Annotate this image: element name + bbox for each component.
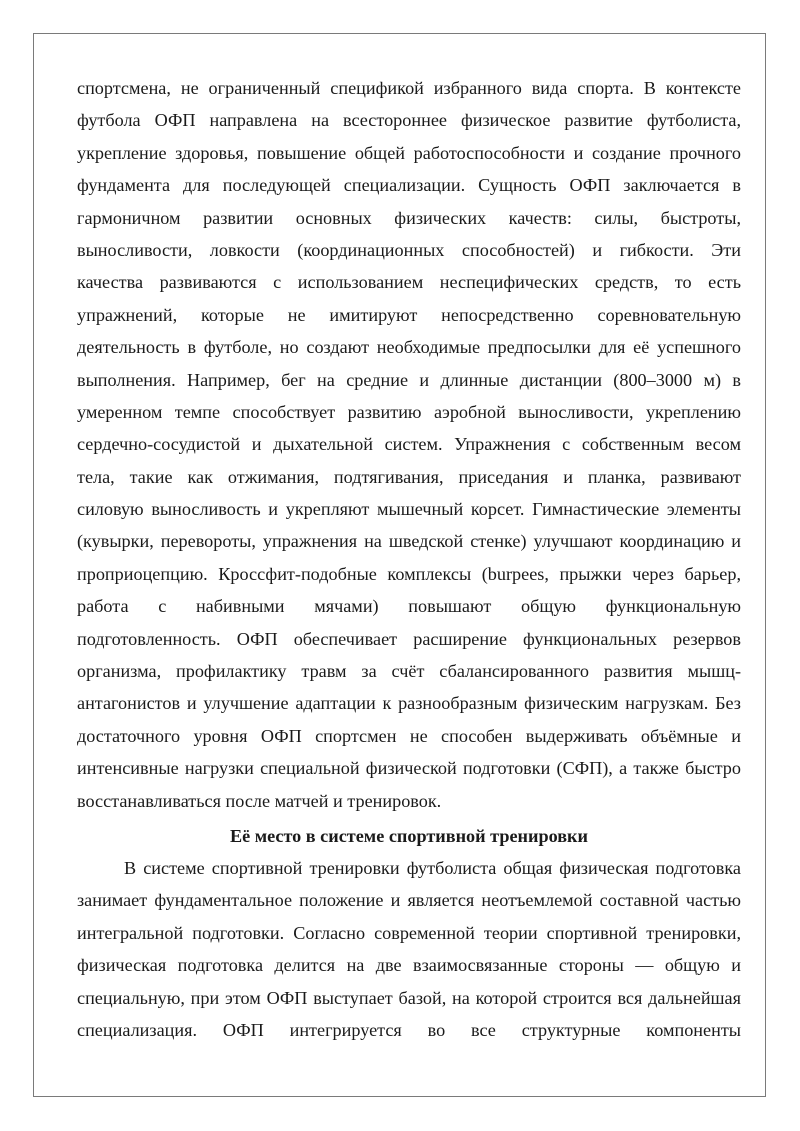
text-line: фундамента для последующей специализации. Сущность ОФП заключается в: [77, 175, 741, 196]
text-line: интенсивные нагрузки специальной физической подготовки (СФП), а также быстро: [77, 758, 741, 779]
text-line: занимает фундаментальное положение и является неотъемлемой составной частью: [77, 890, 741, 911]
text-line: достаточного уровня ОФП спортсмен не способен выдерживать объёмные и: [77, 725, 741, 746]
section-heading: Её место в системе спортивной тренировки: [229, 826, 589, 846]
text-line: умеренном темпе способствует развитию аэробной выносливости, укреплению: [77, 401, 741, 422]
text-line: гармоничном развитии основных физических качеств: силы, быстроты,: [77, 207, 741, 228]
text-line: качества развиваются с использованием неспецифических средств, то есть: [77, 272, 741, 293]
text-line: (кувырки, перевороты, упражнения на шведской стенке) улучшают координацию и: [77, 531, 741, 552]
text-line: выполнения. Например, бег на средние и длинные дистанции (800–3000 м) в: [77, 369, 741, 390]
text-line: физическая подготовка делится на две взаимосвязанные стороны — общую и: [77, 955, 741, 976]
text-line: восстанавливаться после матчей и тренировок.: [77, 790, 442, 811]
text-line: В системе спортивной тренировки футболиста общая физическая подготовка: [124, 858, 741, 878]
text-line: спортсмена, не ограниченный спецификой избранного вида спорта. В контексте: [77, 78, 741, 98]
text-line: работа с набивными мячами) повышают общую функциональную: [77, 596, 741, 617]
text-line: силовую выносливость и укрепляют мышечный корсет. Гимнастические элементы: [77, 499, 741, 520]
text-line: организма, профилактику травм за счёт сбалансированного развития мышц-: [77, 661, 741, 682]
paragraph-ofp-essence: [77, 74, 741, 819]
text-line: деятельность в футболе, но создают необходимые предпосылки для её успешного: [77, 337, 741, 358]
text-line: проприоцепцию. Кроссфит-подобные комплексы (burpees, прыжки через барьер,: [77, 563, 741, 584]
text-line: укрепление здоровья, повышение общей работоспособности и создание прочного: [77, 142, 741, 163]
text-line: специализация. ОФП интегрируется во все структурные компоненты: [77, 1019, 741, 1040]
text-line: упражнений, которые не имитируют непосредственно соревновательную: [77, 304, 741, 325]
text-line: интегральной подготовки. Согласно современной теории спортивной тренировки,: [77, 922, 741, 943]
text-line: футбола ОФП направлена на всестороннее физическое развитие футболиста,: [77, 110, 741, 131]
text-line: специальную, при этом ОФП выступает базой, на которой строится вся дальнейшая: [77, 987, 741, 1008]
text-line: подготовленность. ОФП обеспечивает расширение функциональных резервов: [77, 628, 741, 649]
paragraph-training-system: [77, 854, 741, 1048]
text-line: сердечно-сосудистой и дыхательной систем. Упражнения с собственным весом: [77, 434, 741, 455]
text-line: антагонистов и улучшение адаптации к разнообразным физическим нагрузкам. Без: [77, 693, 741, 714]
text-line: тела, такие как отжимания, подтягивания, приседания и планка, развивают: [77, 466, 741, 487]
text-line: выносливости, ловкости (координационных способностей) и гибкости. Эти: [77, 239, 741, 260]
